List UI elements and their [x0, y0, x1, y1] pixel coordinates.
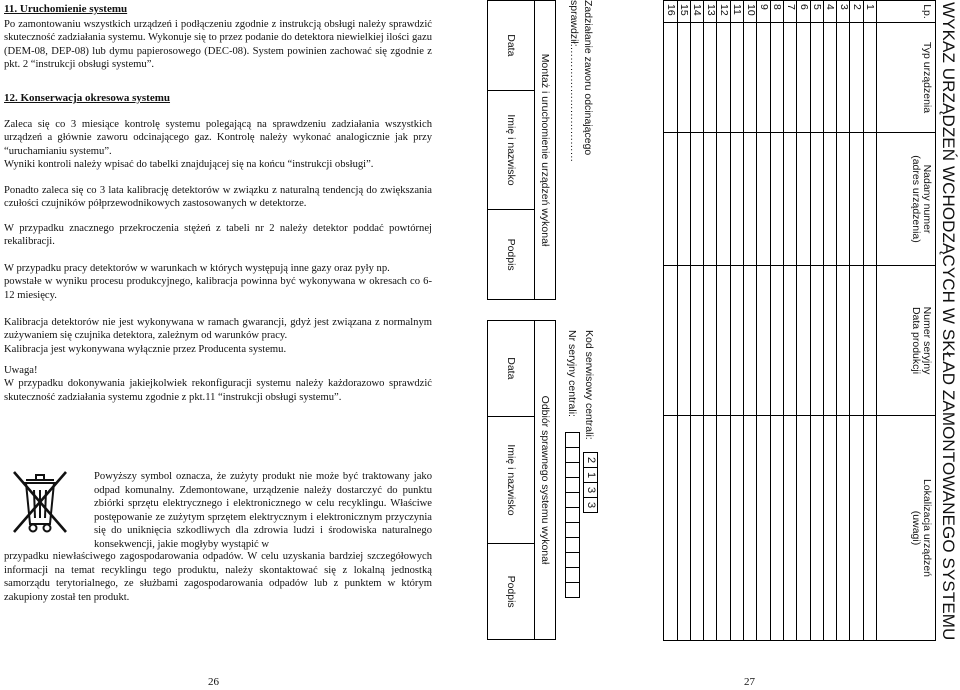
- table-cell[interactable]: [690, 266, 703, 416]
- table-row: [717, 1, 730, 641]
- serial-digit-box[interactable]: [565, 552, 580, 568]
- installer-date-cell[interactable]: Data: [488, 1, 535, 91]
- row-number: 8: [770, 1, 783, 23]
- table-cell[interactable]: [717, 416, 730, 641]
- crossed-out-wheelie-bin-icon: [6, 466, 74, 538]
- register-title: WYKAZ URZĄDZEŃ WCHODZĄCYCH W SKŁAD ZAMONTOWANEGO SYSTEMU: [939, 2, 958, 641]
- table-cell[interactable]: [850, 133, 863, 266]
- acceptance-date-cell[interactable]: Data: [488, 321, 535, 417]
- table-row: [770, 1, 783, 641]
- table-cell[interactable]: [677, 23, 690, 133]
- service-code-digit: 3: [583, 482, 598, 498]
- table-cell[interactable]: [770, 23, 783, 133]
- table-cell[interactable]: [823, 23, 836, 133]
- row-number: 6: [797, 1, 810, 23]
- text-line: Zaleca się co 3 miesiące kontrolę systemu polegającą na sprawdzeniu zadziałania wszystkich urządzeń a głównie zaworu odcinającego gaz. Kontrolę należy wykonać analogicznie jak przy “uruchamianiu systemu”.: [4, 119, 432, 157]
- row-number: 7: [783, 1, 796, 23]
- table-cell[interactable]: [730, 133, 743, 266]
- row-number: 5: [810, 1, 823, 23]
- section-12-paragraph-6: [4, 364, 432, 404]
- weee-notice-text: Powyższy symbol oznacza, że zużyty produkt nie może być traktowany jako odpad komunalny. Zdemontowane, urządzenie należy dostarczyć do punktu zbiórki sprzętu elektrycznego i elektronicznego w celu recyklingu. Właściwe postępowanie ze zużytym sprzętem elektrycznym i elektronicznym przyczynia się do uniknięcia szkodliwych dla zdrowia ludzi i środowiska naturalnego konsekwencji, jakie mogłyby wystąpić w: [94, 471, 432, 550]
- table-cell[interactable]: [704, 416, 717, 641]
- service-code-boxes: [583, 452, 598, 512]
- table-cell[interactable]: [757, 416, 770, 641]
- acceptance-signature-table: [487, 320, 556, 640]
- table-cell[interactable]: [757, 23, 770, 133]
- table-cell[interactable]: [677, 266, 690, 416]
- acceptance-header: Odbiór sprawnego systemu wykonał: [535, 321, 556, 640]
- row-number: 1: [863, 1, 876, 23]
- column-header-serial: [877, 266, 936, 416]
- service-code-label: Kod serwisowy centrali:: [583, 330, 595, 440]
- installer-header: Montaż i uruchomienie urządzeń wykonał: [535, 1, 556, 300]
- table-cell[interactable]: [797, 133, 810, 266]
- table-cell[interactable]: [770, 266, 783, 416]
- left-page: [0, 0, 446, 690]
- table-cell[interactable]: [810, 133, 823, 266]
- row-number: 15: [677, 1, 690, 23]
- table-cell[interactable]: [744, 416, 757, 641]
- text-line: W przypadku dokonywania jakiejkolwiek rekonfiguracji systemu należy każdorazowo sprawdzić skuteczność zadziałania systemu zgodnie z pkt.11 “instrukcji obsługi systemu”.: [4, 378, 432, 403]
- section-12-title: 12. Konserwacja okresowa systemu: [4, 92, 171, 104]
- table-row: [863, 1, 876, 641]
- service-code-digit: 3: [583, 497, 598, 513]
- serial-digit-box[interactable]: [565, 462, 580, 478]
- table-cell[interactable]: [704, 23, 717, 133]
- valve-check-signature-line: sprawdził:……………………………: [568, 0, 580, 163]
- text-line: powstałe w wyniku procesu produkcyjnego, kalibracja powinna być wykonywana w okresach co 6-12 miesięcy.: [4, 276, 432, 301]
- table-row: [704, 1, 717, 641]
- table-cell[interactable]: [664, 23, 677, 133]
- column-header-address: [877, 133, 936, 266]
- column-header-location: [877, 416, 936, 641]
- central-serial-label: Nr seryjny centrali:: [566, 330, 578, 417]
- device-register-table: [663, 0, 936, 641]
- header-line: Nadany numer: [921, 164, 933, 234]
- table-cell[interactable]: [717, 23, 730, 133]
- table-cell[interactable]: [823, 266, 836, 416]
- acceptance-name-cell[interactable]: Imię i nazwisko: [488, 416, 535, 544]
- table-row: [797, 1, 810, 641]
- table-cell[interactable]: [810, 416, 823, 641]
- table-cell[interactable]: [783, 23, 796, 133]
- table-cell[interactable]: [717, 133, 730, 266]
- table-cell[interactable]: [797, 23, 810, 133]
- table-row: [757, 1, 770, 641]
- table-cell[interactable]: [783, 416, 796, 641]
- valve-check-label: Zadziałanie zaworu odcinającego: [582, 0, 594, 156]
- text-line: Wyniki kontroli należy wpisać do tabelki znajdującej się na końcu “instrukcji obsługi”.: [4, 159, 374, 171]
- table-cell[interactable]: [677, 416, 690, 641]
- section-12-paragraph-5: [4, 316, 432, 356]
- table-row: [837, 1, 850, 641]
- header-line: (adres urządzenia): [910, 155, 922, 243]
- table-cell[interactable]: [863, 23, 876, 133]
- table-cell[interactable]: [664, 266, 677, 416]
- table-cell[interactable]: [863, 266, 876, 416]
- serial-digit-box[interactable]: [565, 537, 580, 553]
- header-line: Numer seryjny: [921, 306, 933, 375]
- table-cell[interactable]: [690, 416, 703, 641]
- table-cell[interactable]: [770, 133, 783, 266]
- section-12-paragraph-2: Ponadto zaleca się co 3 lata kalibrację detektorów w związku z naturalną tendencją do zwiększania czułości czujników półprzewodnikowych zastosowanych w detektorze.: [4, 185, 432, 210]
- table-row: [783, 1, 796, 641]
- row-number: 14: [690, 1, 703, 23]
- acceptance-signature-cell[interactable]: Podpis: [488, 544, 535, 640]
- table-row: [810, 1, 823, 641]
- table-cell[interactable]: [757, 133, 770, 266]
- table-cell[interactable]: [690, 133, 703, 266]
- device-register-form: [480, 0, 960, 640]
- central-serial-boxes[interactable]: [565, 432, 580, 597]
- table-cell[interactable]: [744, 23, 757, 133]
- table-cell[interactable]: [837, 266, 850, 416]
- table-cell[interactable]: [863, 416, 876, 641]
- row-number: 12: [717, 1, 730, 23]
- table-cell[interactable]: [850, 266, 863, 416]
- table-cell[interactable]: [757, 266, 770, 416]
- table-cell[interactable]: [677, 133, 690, 266]
- table-cell[interactable]: [730, 23, 743, 133]
- table-cell[interactable]: [823, 416, 836, 641]
- table-cell[interactable]: [690, 23, 703, 133]
- header-line: Lokalizacja urządzeń: [921, 478, 933, 578]
- table-cell[interactable]: [744, 266, 757, 416]
- table-cell[interactable]: [730, 416, 743, 641]
- serial-digit-box[interactable]: [565, 522, 580, 538]
- table-cell[interactable]: [837, 416, 850, 641]
- serial-digit-box[interactable]: [565, 582, 580, 598]
- device-register-rows: [664, 1, 877, 641]
- table-cell[interactable]: [823, 133, 836, 266]
- text-line: W przypadku pracy detektorów w warunkach w których występują inne gazy oraz pyły np.: [4, 263, 390, 274]
- section-12-paragraph-1: [4, 118, 432, 172]
- table-cell[interactable]: [783, 266, 796, 416]
- table-cell[interactable]: [850, 416, 863, 641]
- table-row: [850, 1, 863, 641]
- text-line: Kalibracja detektorów nie jest wykonywana w ramach gwarancji, gdyż jest związana z normalnym zużywaniem się czujnika detektora, zależnym od warunków pracy.: [4, 317, 432, 342]
- table-row: [664, 1, 677, 641]
- text-line: Kalibracja jest wykonywana wyłącznie przez Producenta systemu.: [4, 343, 287, 355]
- serial-digit-box[interactable]: [565, 507, 580, 523]
- table-cell[interactable]: [837, 133, 850, 266]
- page-number: 26: [208, 676, 219, 688]
- serial-digit-box[interactable]: [565, 432, 580, 448]
- section-11-paragraph: Po zamontowaniu wszystkich urządzeń i podłączeniu zgodnie z instrukcją obsługi należy sprawdzić skuteczność zadziałania systemu. Wykonuje się to przez podanie do detektora niewielkiej ilości gazu (DEM-08, DEP-08) lub dymu papierosowego (DEC-08). System powinien zachować się zgodnie z pkt. 2 “instrukcji obsługi systemu”.: [4, 19, 432, 71]
- weee-notice-text-continued: przypadku niewłaściwego zagospodarowania odpadów. W celu uzyskania bardziej szczegółowych informacji na temat recyklingu tego produktu, należy skontaktować się z lokalną jednostką samorządu terytorialnego, ze służbami zagospodarowania odpadów lub z punktem w którym zakupiony został ten produkt.: [4, 551, 432, 603]
- service-code-digit: 2: [583, 452, 598, 468]
- row-number: 13: [704, 1, 717, 23]
- column-header-device-type: Typ urządzenia: [877, 23, 936, 133]
- header-line: (uwagi): [910, 510, 922, 546]
- table-cell[interactable]: [664, 133, 677, 266]
- table-cell[interactable]: [797, 266, 810, 416]
- installer-name-cell[interactable]: Imię i nazwisko: [488, 90, 535, 210]
- table-cell[interactable]: [704, 133, 717, 266]
- table-cell[interactable]: [744, 133, 757, 266]
- row-number: 4: [823, 1, 836, 23]
- table-cell[interactable]: [863, 133, 876, 266]
- commissioning-section: [480, 0, 600, 640]
- section-11-title: 11. Uruchomienie systemu: [4, 3, 128, 15]
- table-row: [823, 1, 836, 641]
- table-row: [744, 1, 757, 641]
- page-number: 27: [744, 676, 755, 688]
- row-number: 11: [730, 1, 743, 23]
- serial-digit-box[interactable]: [565, 492, 580, 508]
- serial-digit-box[interactable]: [565, 447, 580, 463]
- table-cell[interactable]: [810, 23, 823, 133]
- row-number: 16: [664, 1, 677, 23]
- table-cell[interactable]: [770, 416, 783, 641]
- row-number: 9: [757, 1, 770, 23]
- table-cell[interactable]: [783, 133, 796, 266]
- table-cell[interactable]: [837, 23, 850, 133]
- row-number: 3: [837, 1, 850, 23]
- right-page: [480, 0, 960, 690]
- table-cell[interactable]: [717, 266, 730, 416]
- table-cell[interactable]: [797, 416, 810, 641]
- table-cell[interactable]: [850, 23, 863, 133]
- installer-signature-cell[interactable]: Podpis: [488, 210, 535, 300]
- table-cell[interactable]: [810, 266, 823, 416]
- section-12-paragraph-3: W przypadku znacznego przekroczenia stężeń z tabeli nr 2 należy detektor poddać powtórnej rekalibracji.: [4, 223, 432, 248]
- table-cell[interactable]: [664, 416, 677, 641]
- table-row: [730, 1, 743, 641]
- installer-signature-table: [487, 0, 556, 300]
- column-header-lp: Lp.: [877, 1, 936, 23]
- table-row: [690, 1, 703, 641]
- serial-digit-box[interactable]: [565, 477, 580, 493]
- header-line: Data produkcji: [910, 306, 922, 375]
- service-code-digit: 1: [583, 467, 598, 483]
- row-number: 10: [744, 1, 757, 23]
- table-cell[interactable]: [704, 266, 717, 416]
- row-number: 2: [850, 1, 863, 23]
- text-line: Uwaga!: [4, 365, 38, 376]
- section-12-paragraph-4: [4, 262, 432, 302]
- serial-digit-box[interactable]: [565, 567, 580, 583]
- table-row: [677, 1, 690, 641]
- table-cell[interactable]: [730, 266, 743, 416]
- table-header-row: [877, 1, 936, 641]
